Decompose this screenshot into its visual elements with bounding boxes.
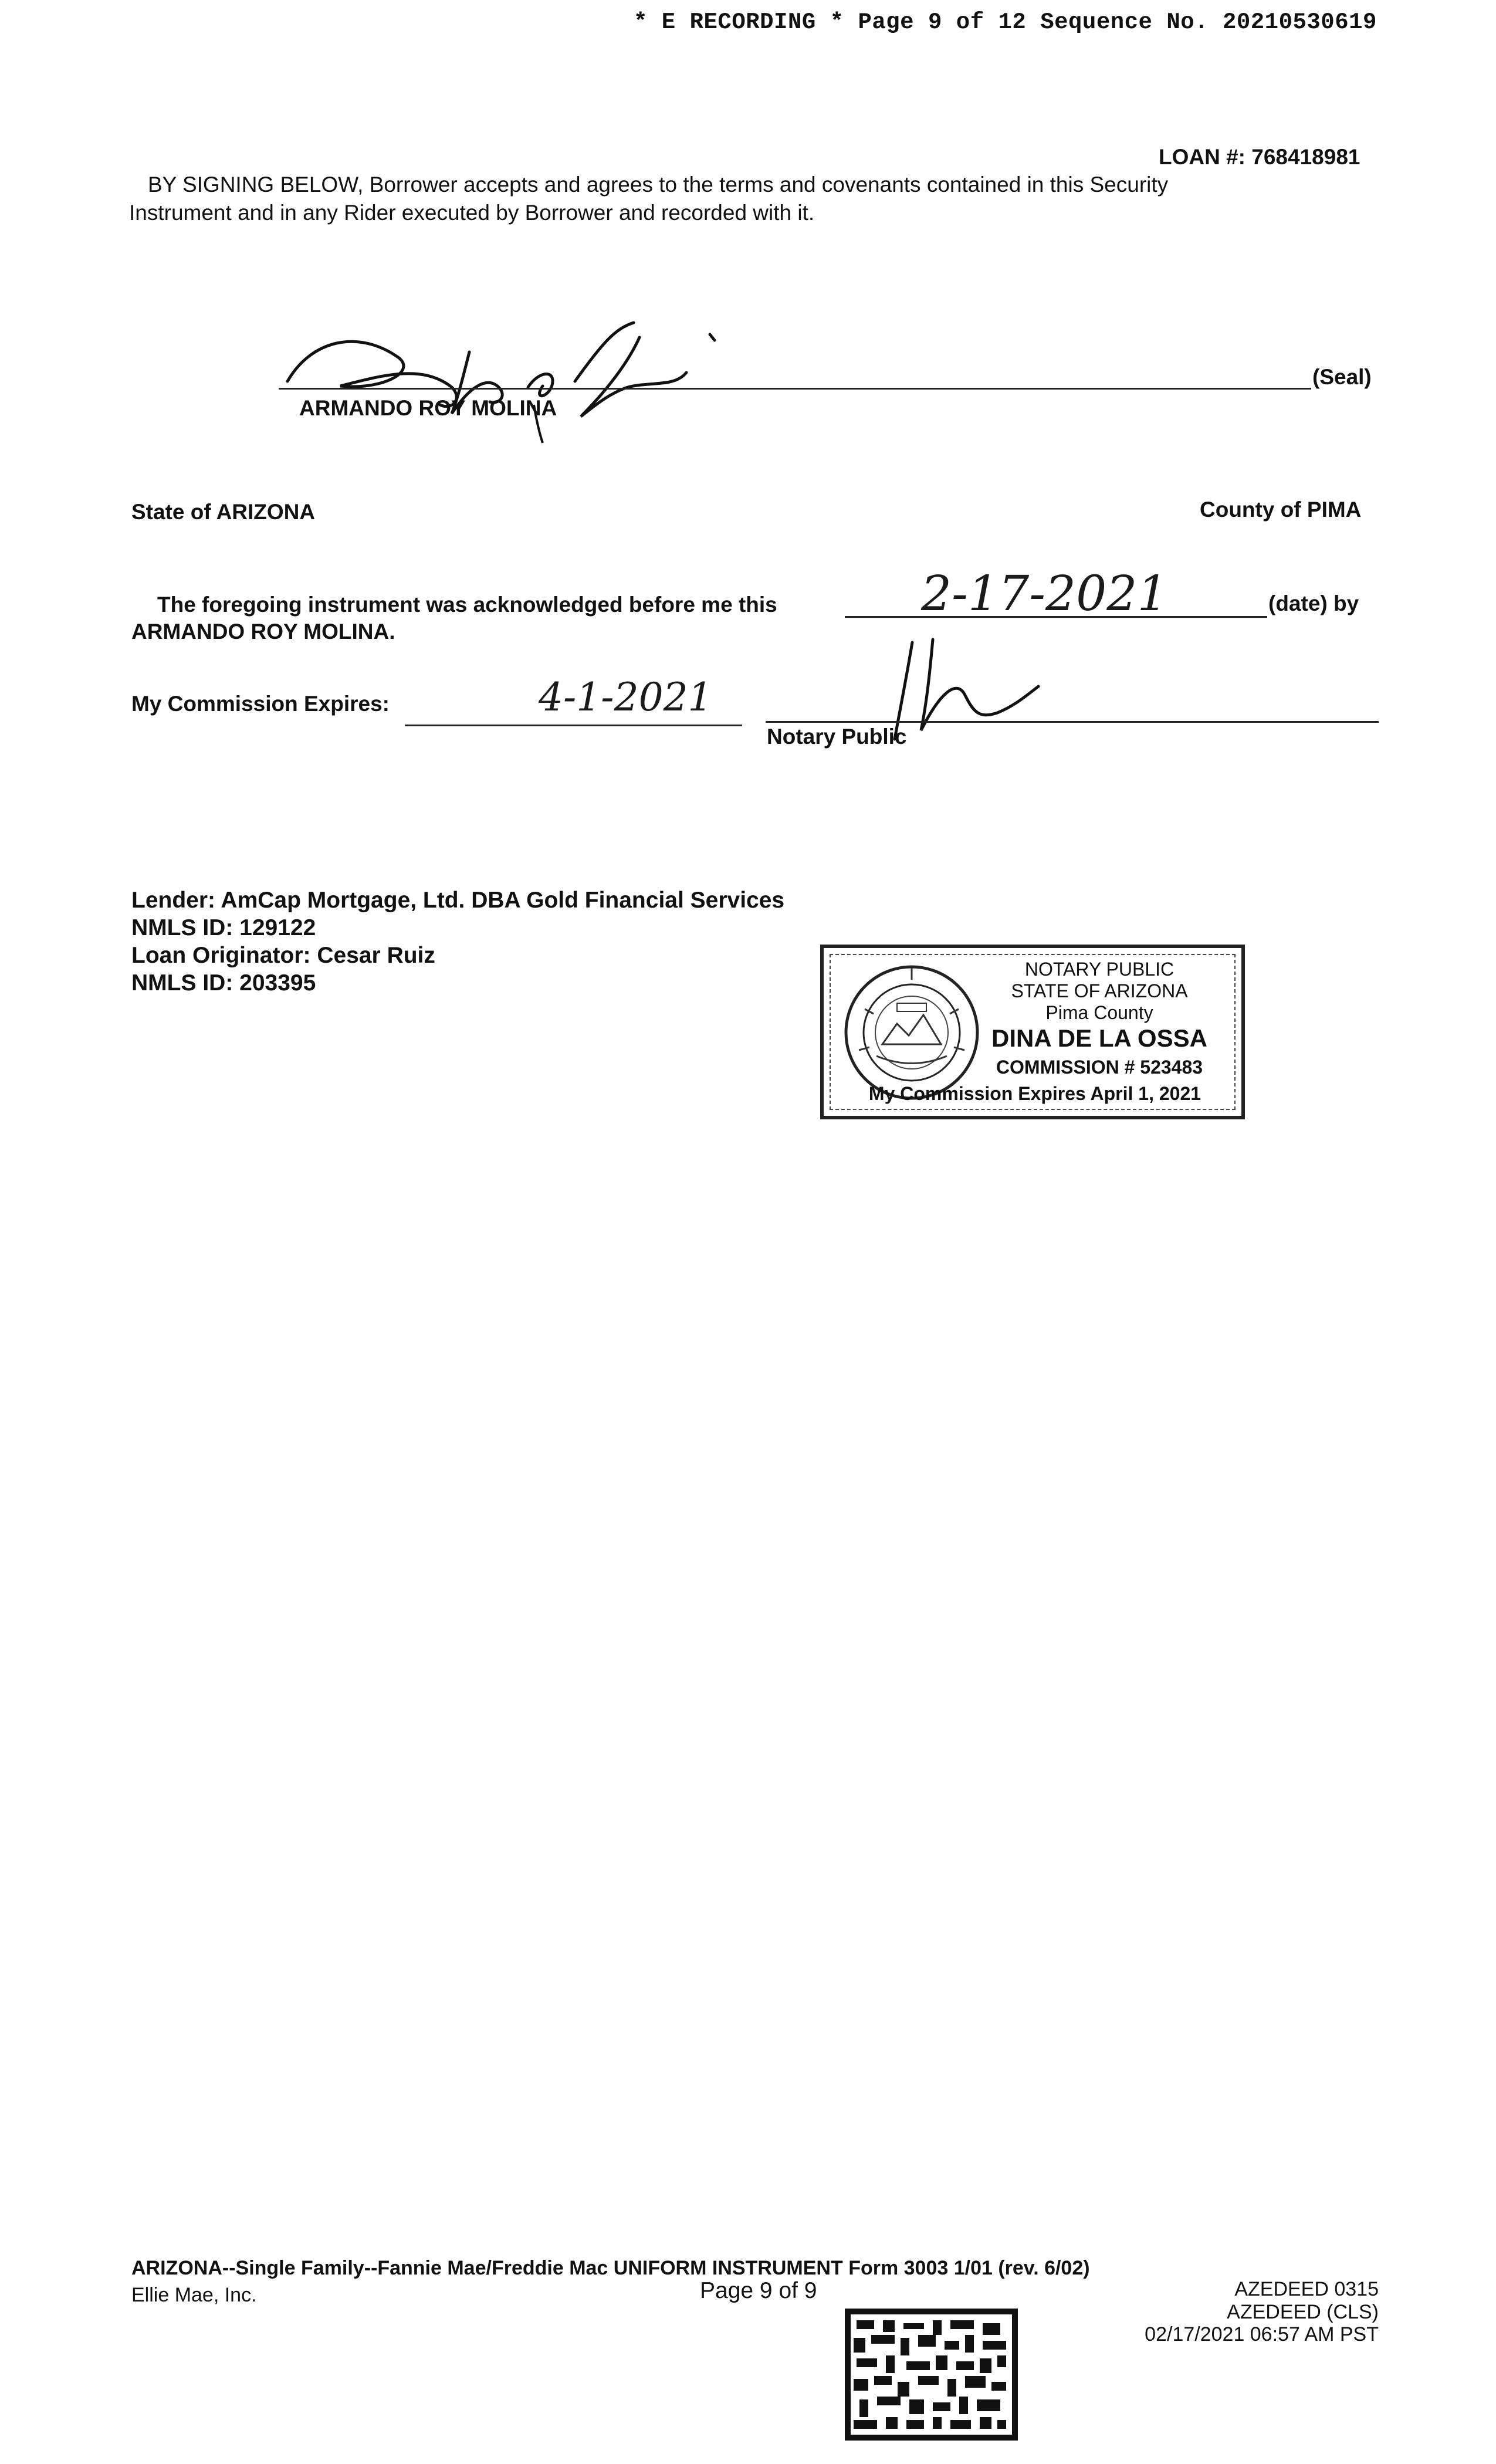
borrower-name: ARMANDO ROY MOLINA [299, 396, 557, 420]
footer-code-2: AZEDEED (CLS) [1227, 2301, 1379, 2323]
footer-form-title: ARIZONA--Single Family--Fannie Mae/Freddie Mac UNIFORM INSTRUMENT Form 3003 1/01 (rev. 6/02) [131, 2257, 1090, 2279]
footer-vendor: Ellie Mae, Inc. [131, 2284, 257, 2306]
stamp-line-3: Pima County [1045, 1002, 1153, 1023]
stamp-expiration: My Commission Expires April 1, 2021 [868, 1083, 1201, 1104]
acknowledgment-name: ARMANDO ROY MOLINA. [131, 620, 395, 644]
loan-originator: Loan Originator: Cesar Ruiz [131, 943, 435, 968]
borrower-signature-line [279, 388, 1311, 390]
acknowledgment-date-handwritten: 2-17-2021 [921, 566, 1168, 622]
footer-page-number: Page 9 of 9 [700, 2278, 817, 2303]
acknowledgment-text: The foregoing instrument was acknowledged before me this [157, 593, 777, 617]
stamp-commission-number: COMMISSION # 523483 [996, 1057, 1203, 1078]
commission-expires-label: My Commission Expires: [131, 692, 390, 716]
stamp-line-2: STATE OF ARIZONA [1011, 980, 1188, 1001]
lender-nmls: NMLS ID: 129122 [131, 915, 316, 940]
footer-timestamp: 02/17/2021 06:57 AM PST [1145, 2323, 1379, 2345]
county-label: County of PIMA [1200, 497, 1362, 522]
commission-date-handwritten: 4-1-2021 [539, 675, 713, 720]
notary-public-label: Notary Public [767, 725, 907, 749]
notary-signature-line [766, 721, 1379, 723]
notary-stamp [820, 945, 1245, 1119]
arizona-seal-icon [841, 962, 982, 1103]
acknowledgment-date-line [845, 616, 1267, 618]
barcode-icon [845, 2309, 1018, 2441]
recording-header: * E RECORDING * Page 9 of 12 Sequence No. 20210530619 [634, 9, 1377, 35]
loan-number: LOAN #: 768418981 [1159, 145, 1360, 169]
acknowledgment-date-suffix: (date) by [1268, 591, 1359, 615]
intro-line-2: Instrument and in any Rider executed by Borrower and recorded with it. [129, 201, 815, 225]
stamp-line-1: NOTARY PUBLIC [1024, 959, 1175, 980]
state-label: State of ARIZONA [131, 500, 316, 524]
lender-line: Lender: AmCap Mortgage, Ltd. DBA Gold Financial Services [131, 888, 785, 913]
commission-date-line [405, 725, 742, 726]
originator-nmls: NMLS ID: 203395 [131, 970, 316, 996]
borrower-signature-image [276, 317, 792, 452]
seal-label: (Seal) [1312, 365, 1372, 389]
stamp-notary-name: DINA DE LA OSSA [991, 1024, 1207, 1052]
footer-code-1: AZEDEED 0315 [1234, 2278, 1379, 2300]
intro-line-1: BY SIGNING BELOW, Borrower accepts and agrees to the terms and covenants contained in this Security [148, 172, 1169, 197]
